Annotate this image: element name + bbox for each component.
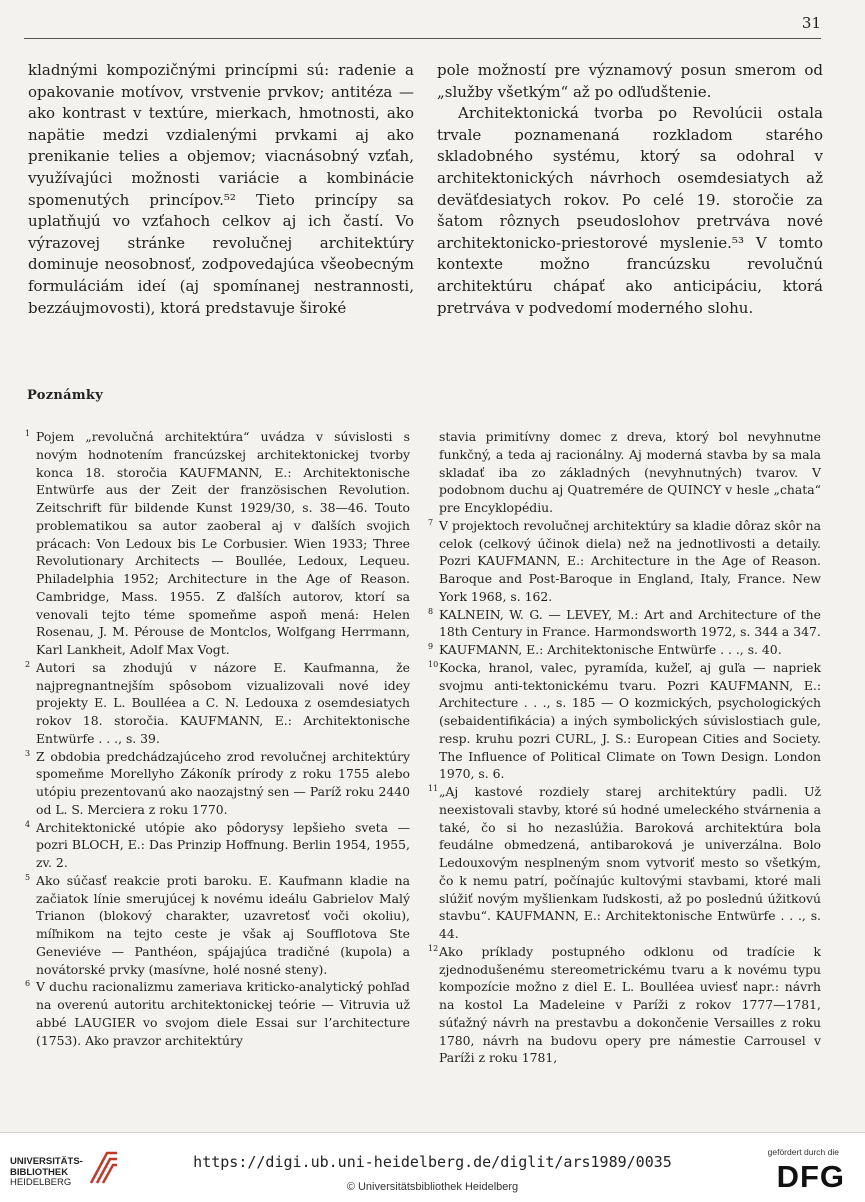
footnote-text: stavia primitívny domec z dreva, ktorý bol nevyhnutne funkčný, a teda aj racionálny. Aj moderná stavba by sa mala skladať iba zo základných (nevyhnutných) tvarov. V podobnom duchu aj Quatremére de QUINCY v hesle „chata“ pre Encyklopédiu. (439, 429, 821, 515)
footnote-number: 6 (25, 979, 31, 989)
notes-heading: Poznámky (27, 388, 104, 403)
footnote (428, 783, 821, 943)
body-column-left (28, 60, 414, 319)
source-url-link[interactable]: https://digi.ub.uni-heidelberg.de/diglit/ars1989/0035 (193, 1153, 672, 1171)
footnote-text: Architektonické utópie ako pôdorysy lepšieho sveta — pozri BLOCH, E.: Das Prinzip Hoffnung. Berlin 1954, 1955, zv. 2. (36, 819, 410, 870)
library-name-line: BIBLIOTHEK (10, 1166, 69, 1178)
footnote (428, 606, 821, 642)
footnote-number: 8 (428, 606, 434, 616)
footnote-text: Kocka, hranol, valec, pyramída, kužeľ, aj guľa — napriek svojmu anti-tektonickému tvaru. Pozri KAUFMANN, E.: Architecture . . ., s. 185 — O kozmických, psychologických (sebaidentifikácia) a iných symbolických súvislostiach gule, resp. kruhu pozri CURL, J. S.: European Cities and Society. The Influence of Political Climate on Town Design. London 1970, s. 6. (439, 659, 821, 782)
footnote (25, 819, 410, 872)
page-number: 31 (801, 14, 821, 32)
footnote-text: Pojem „revolučná architektúra“ uvádza v súvislosti s novým hodnotením francúzskej architektonickej tvorby konca 18. storočia KAUFMANN, E.: Architektonische Entwürfe aus der Zeit der französischen Revolution. Zeitschrift für bildende Kunst 1929/30, s. 38—46. Touto problematikou sa autor zaoberal aj v ďalších svojich prácach: Von Ledoux bis Le Corbusier. Wien 1933; Three Revolutionary Architects — Boullée, Ledoux, Lequeu. Philadelphia 1952; Architecture in the Age of Reason. Cambridge, Mass. 1955. Z ďalších autorov, ktorí sa venovali tejto téme spomeňme aspoň mená: Helen Rosenau, J. M. Pérouse de Montclos, Wolfgang Herrmann, Karl Lankheit, Adolf Max Vogt. (36, 429, 410, 657)
footnote-number: 11 (428, 784, 439, 793)
footnote-number: 3 (25, 748, 31, 758)
body-paragraph: pole možností pre významový posun smerom od „služby všetkým“ až po odľudštenie. (437, 61, 823, 101)
footnote-number: 10 (428, 659, 439, 669)
footnote (25, 872, 410, 979)
footnote (25, 659, 410, 748)
footnote-text: Ako súčasť reakcie proti baroku. E. Kaufmann kladie na začiatok línie smerujúcej k novému ideálu Gabrielov Malý Trianon (blokový charakter, uzavretosť voči okoliu), míľnikom na tejto ceste je však aj Soufflotova Ste Geneviéve — Panthéon, spájajúca tradičné (kupola) a novátorské prvky (masívne, holé nosné steny). (36, 872, 410, 977)
funding-label: gefördert durch die (767, 1147, 839, 1157)
footnote-text: Autori sa zhodujú v názore E. Kaufmanna, že najpregnantnejším spôsobom vizualizovali nové idey projekty E. L. Boulléea a C. N. Ledouxa z osemdesiatych rokov 18. storočia. KAUFMANN, E.: Architektonische Entwürfe . . ., s. 39. (36, 659, 410, 746)
footnote-text: „Aj kastové rozdiely starej architektúry padli. Už neexistovali stavby, ktoré sú hodné umeleckého stvárnenia a také, čo si ho nezaslúžia. Baroková architektúra bola feudálne obmedzená, antibaroková je univerzálna. Bolo Ledouxovým nesplneným snom vytvoriť mesto so všetkým, čo k nemu patrí, počínajúc kultovými stavbami, ktoré mali slúžiť novým myšlienkam ľudskosti, až po poslednú úžitkovú stavbu“. KAUFMANN, E.: Architektonische Entwürfe . . ., s. 44. (439, 784, 821, 941)
footnote-number: 5 (25, 872, 31, 882)
footnote (25, 428, 410, 659)
footnote (25, 978, 410, 1049)
notes-column-right (428, 428, 821, 1067)
footnote-text: V projektoch revolučnej architektúry sa kladie dôraz skôr na celok (celkový účinok diela) než na jednotlivosti a detaily. Pozri KAUFMANN, E.: Architecture in the Age of Reason. Baroque and Post-Baroque in England, Italy, France. New York 1968, s. 162. (439, 517, 821, 604)
footnote (428, 517, 821, 606)
footnote (25, 748, 410, 819)
body-column-right (437, 60, 823, 319)
footnote-text: V duchu racionalizmu zameriava kriticko-analytický pohľad na overenú autoritu architektonickej teórie — Vitruvia už abbé LAUGIER vo svojom diele Essai sur l’architecture (1753). Ako pravzor architektúry (36, 979, 410, 1048)
notes-column-left (25, 428, 410, 1049)
footnote-text: Ako príklady postupného odklonu od tradície k zjednodušenému stereometrickému tvaru a k novému typu kompozície možno z diel E. L. Boulléea uviesť napr.: návrh na kostol La Madeleine v Paríži z rokov 1777—1781, súťažný návrh na prestavbu a dokončenie Versailles z roku 1780, návrh na budovu opery pre námestie Carrousel v Paríži z roku 1781, (439, 943, 821, 1066)
library-name-line: UNIVERSITÄTS- (10, 1156, 83, 1167)
footnote (428, 659, 821, 783)
footnote-text: Z obdobia predchádzajúceho zrod revolučnej architektúry spomeňme Morellyho Zákoník prírody z roku 1755 alebo utópiu prezentovanú ako naozajstný sen — Paríž roku 2440 od L. S. Merciera z roku 1770. (36, 748, 410, 817)
footnote-text: KALNEIN, W. G. — LEVEY, M.: Art and Architecture of the 18th Century in France. Harmondsworth 1972, s. 344 a 347. (439, 606, 821, 640)
copyright-notice: © Universitätsbibliothek Heidelberg (346, 1181, 519, 1193)
library-name-line: HEIDELBERG (10, 1177, 72, 1188)
footnote-number: 12 (428, 943, 439, 953)
footnote-number: 4 (25, 819, 31, 829)
footnote-number: 2 (25, 659, 31, 669)
body-paragraph: Architektonická tvorba po Revolúcii ostala trvale poznamenaná rozkladom starého skladobného systému, ktorý sa odohral v architektonických návrhoch osemdesiatych až deväťdesiatych rokov. Po celé 19. storočie za šatom rôznych pseudoslohov pretrváva nové architektonicko-priestorové myslenie.⁵³ V tomto kontexte možno francúzsku revolučnú architektúru chápať ako anticipáciu, ktorá pretrváva v podvedomí moderného slohu. (437, 104, 823, 317)
footnote (439, 428, 821, 517)
dfg-logo[interactable]: DFG (776, 1159, 845, 1194)
footnote (428, 641, 821, 659)
footer-bar (0, 1133, 865, 1202)
footnote-number: 7 (428, 517, 434, 527)
body-paragraph: kladnými kompozičnými princípmi sú: radenie a opakovanie motívov, vrstvenie prvkov; antitéza — ako kontrast v textúre, mierkach, hmotnosti, ako napätie medzi vzdialenými prvkami aj ako prenikanie telies a objemov; viacnásobný vzťah, využívajúci možnosti variácie a kombinácie spomenutých princípov.⁵² Tieto princípy sa uplatňujú vo vzťahoch celkov aj ich častí. Vo výrazovej stránke revolučnej architektúry dominuje neosobnosť, zodpovedajúca všeobecným formuláciám ideí (aj spomínanej nestrannosti, bezzáujmovosti), ktorá predstavuje široké (28, 61, 414, 317)
footnote (428, 943, 821, 1067)
footnote-text: KAUFMANN, E.: Architektonische Entwürfe . . ., s. 40. (439, 642, 782, 657)
header-rule (24, 38, 821, 39)
footnote-number: 9 (428, 642, 434, 651)
footnote-number: 1 (25, 429, 31, 438)
